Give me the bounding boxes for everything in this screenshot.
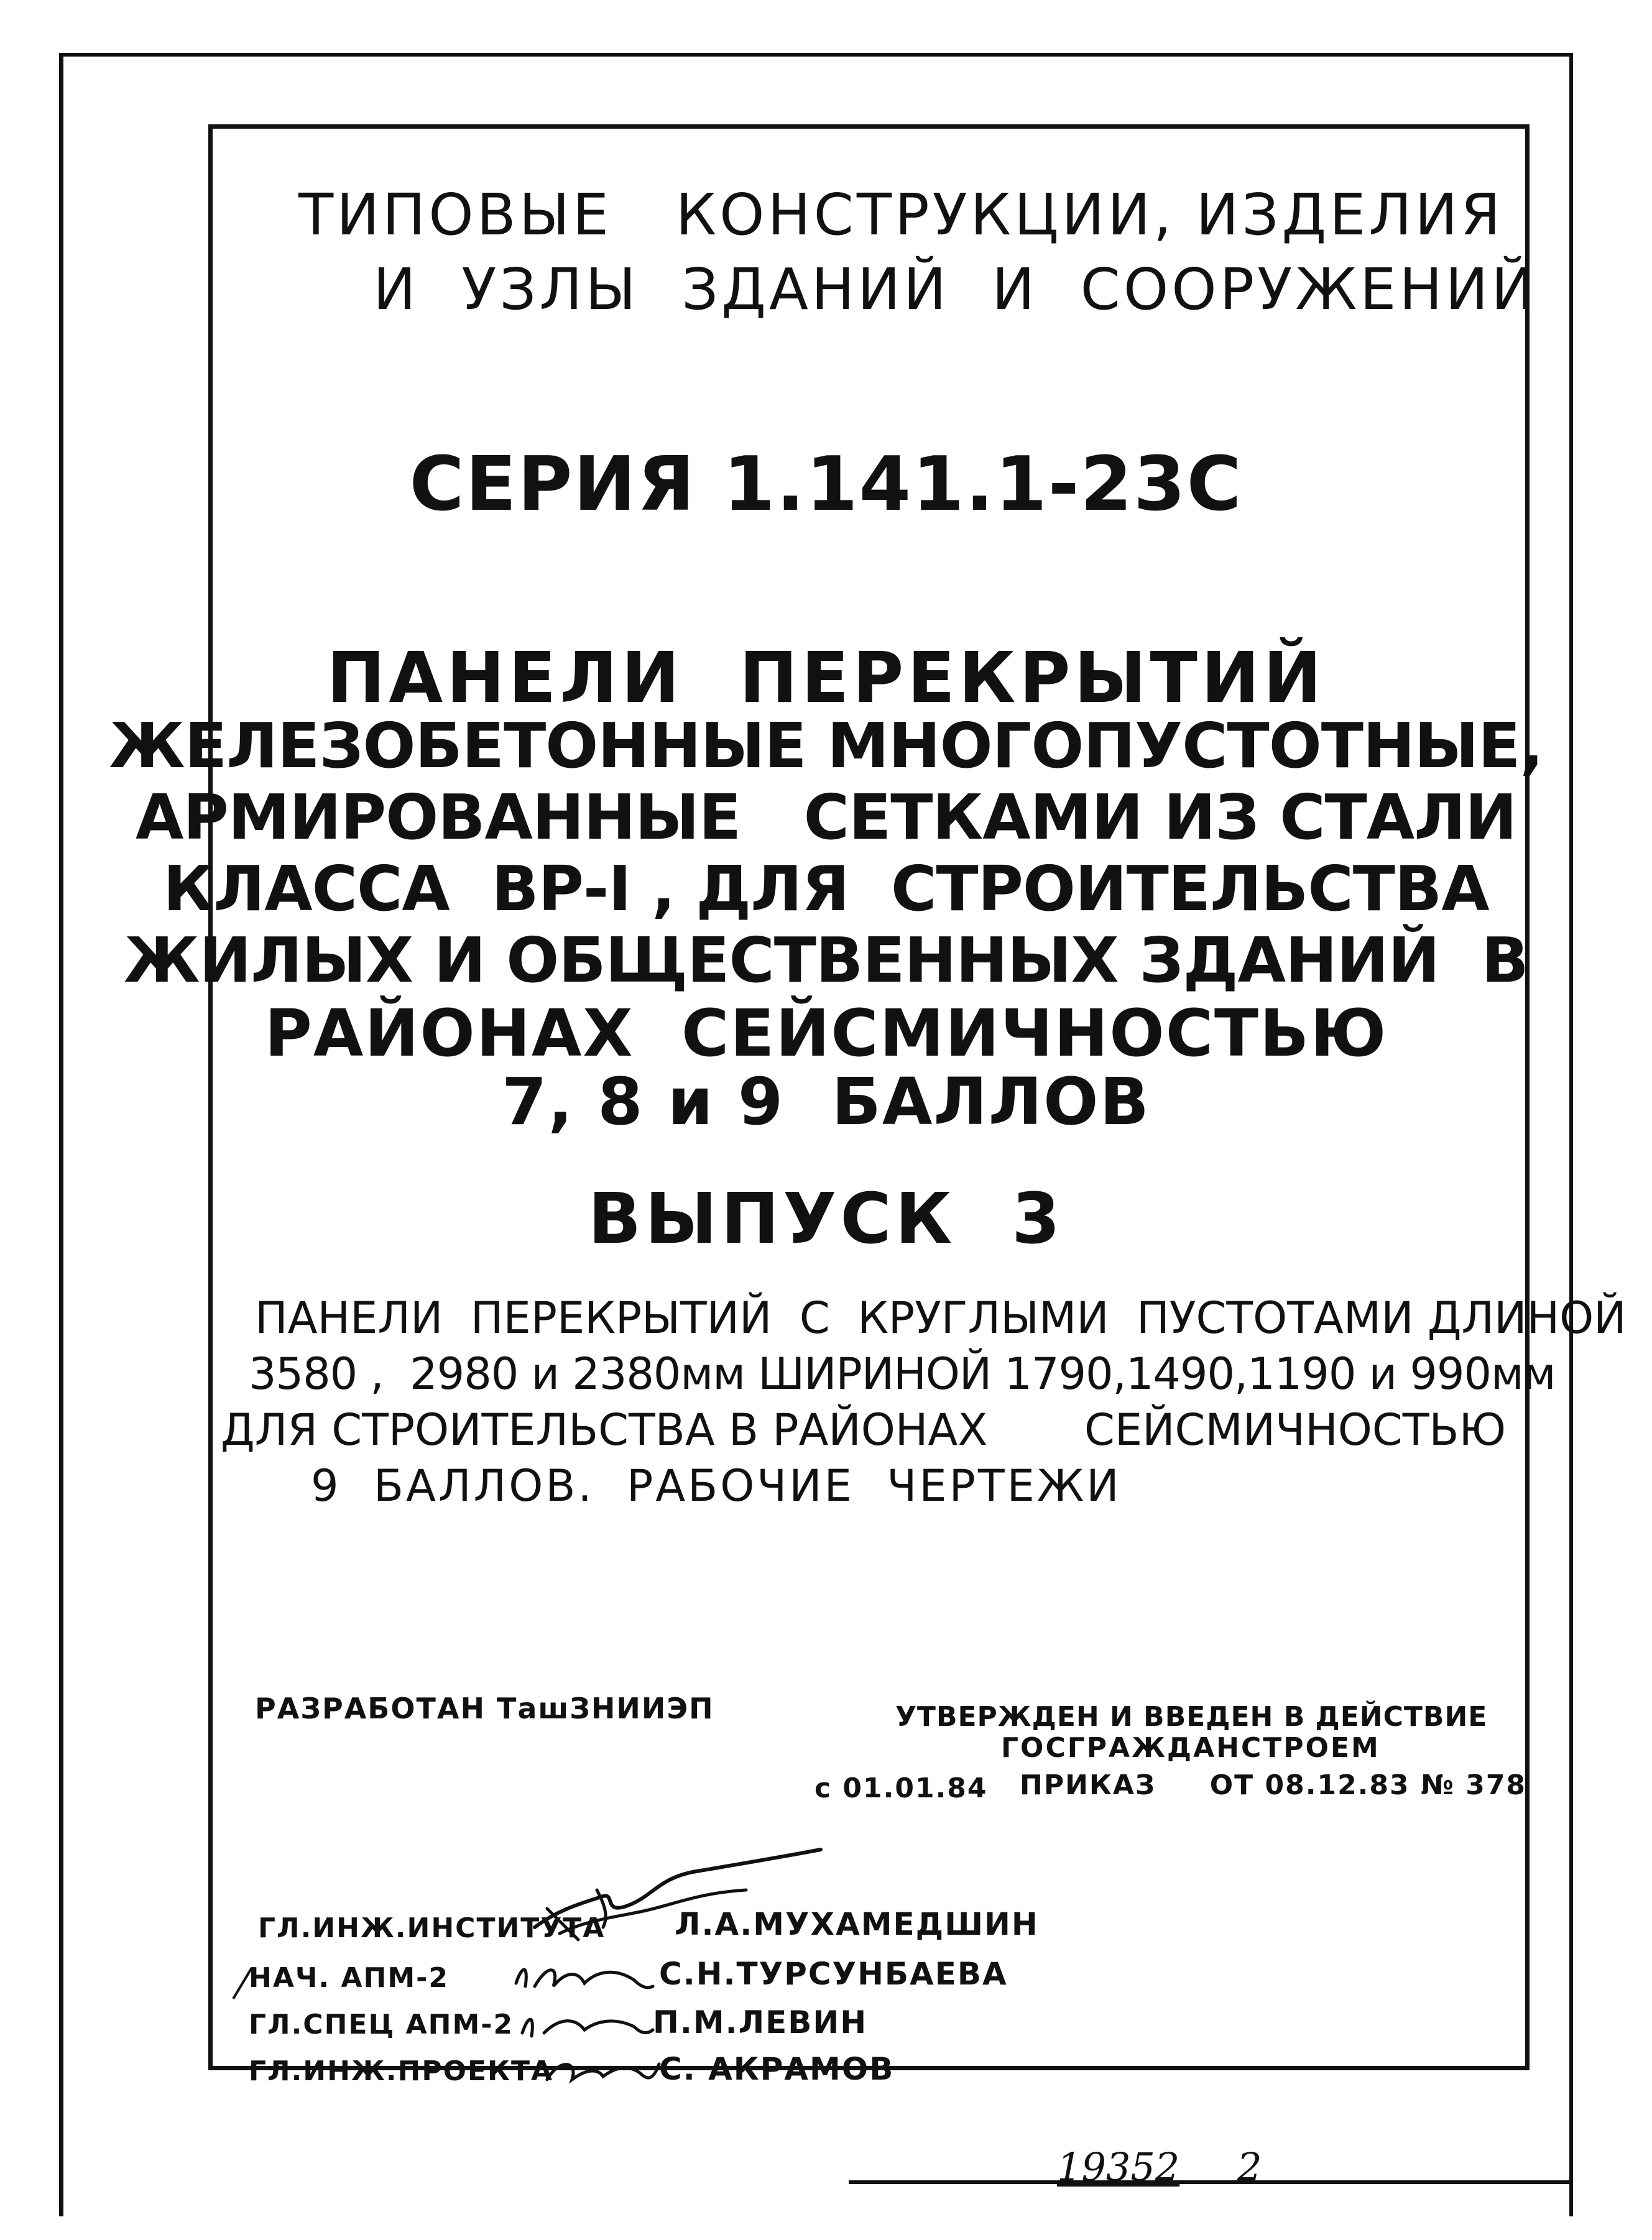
signature-3 — [516, 1999, 659, 2049]
signatory-name-4: С. АКРАМОВ — [659, 2051, 895, 2087]
series-number: СЕРИЯ 1.141.1-23С — [409, 441, 1243, 528]
issue-desc-line-3: ДЛЯ СТРОИТЕЛЬСТВА В РАЙОНАХ СЕЙСМИЧНОСТЬЮ — [221, 1404, 1507, 1455]
inventory-number: 19352 — [1057, 2144, 1180, 2190]
issue-desc-line-4: 9 БАЛЛОВ. РАБОЧИЕ ЧЕРТЕЖИ — [311, 1460, 1122, 1511]
bottom-rule — [849, 2180, 1573, 2184]
title-line-4: КЛАССА ВР-I , ДЛЯ СТРОИТЕЛЬСТВА — [163, 852, 1489, 925]
sheet-number: 2 — [1237, 2144, 1262, 2190]
signatory-name-2: С.Н.ТУРСУНБАЕВА — [659, 1956, 1008, 1992]
signature-4 — [541, 2045, 665, 2095]
header-line-1: ТИПОВЫЕ КОНСТРУКЦИИ, ИЗДЕЛИЯ — [298, 182, 1504, 248]
signatory-position-3: ГЛ.СПЕЦ АПМ-2 — [249, 2009, 514, 2040]
title-line-7: 7, 8 и 9 БАЛЛОВ — [502, 1064, 1150, 1140]
signatory-name-3: П.М.ЛЕВИН — [653, 2004, 868, 2040]
issue-desc-line-1: ПАНЕЛИ ПЕРЕКРЫТИЙ С КРУГЛЫМИ ПУСТОТАМИ ДЛИНОЙ — [255, 1293, 1627, 1344]
signature-1 — [510, 1834, 833, 1965]
margin-slash-mark — [230, 1965, 255, 2002]
issue-desc-line-2: 3580 , 2980 и 2380мм ШИРИНОЙ 1790,1490,1190 и 990мм — [249, 1348, 1556, 1399]
signatory-position-2: НАЧ. АПМ-2 — [249, 1962, 450, 1994]
issue-number: ВЫПУСК 3 — [588, 1179, 1064, 1260]
title-line-5: ЖИЛЫХ И ОБЩЕСТВЕННЫХ ЗДАНИЙ В — [124, 924, 1528, 997]
approval-line-2: ГОСГРАЖДАНСТРОЕМ — [1001, 1732, 1380, 1764]
header-line-2: И УЗЛЫ ЗДАНИЙ И СООРУЖЕНИЙ — [373, 256, 1538, 323]
signatory-name-1: Л.А.МУХАМЕДШИН — [675, 1906, 1039, 1942]
title-line-1: ПАНЕЛИ ПЕРЕКРЫТИЙ — [326, 638, 1326, 719]
signatory-position-1: ГЛ.ИНЖ.ИНСТИТУТА — [258, 1912, 606, 1944]
developed-by: РАЗРАБОТАН ТашЗНИИЭП — [255, 1692, 714, 1725]
title-line-3: АРМИРОВАННЫЕ СЕТКАМИ ИЗ СТАЛИ — [136, 781, 1516, 854]
title-line-6: РАЙОНАХ СЕЙСМИЧНОСТЬЮ — [264, 995, 1388, 1071]
title-line-2: ЖЕЛЕЗОБЕТОННЫЕ МНОГОПУСТОТНЫЕ, — [109, 709, 1543, 782]
approval-line-1: УТВЕРЖДЕН И ВВЕДЕН В ДЕЙСТВИЕ — [895, 1701, 1488, 1733]
signature-2 — [510, 1952, 659, 2002]
approval-effective-date: с 01.01.84 — [814, 1772, 988, 1804]
signatory-position-4: ГЛ.ИНЖ.ПРОЕКТА — [249, 2055, 554, 2087]
approval-order: ПРИКАЗ ОТ 08.12.83 № 378 — [1020, 1769, 1527, 1801]
